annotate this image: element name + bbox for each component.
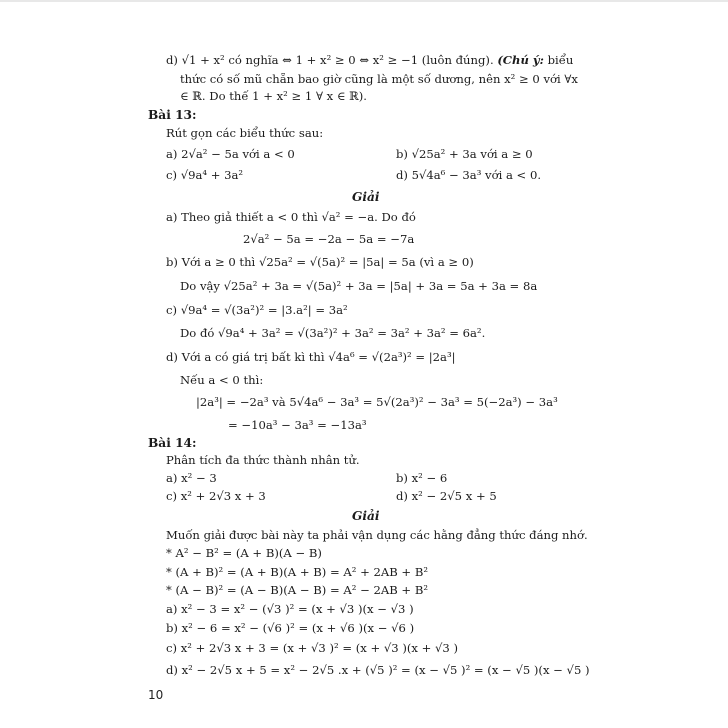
solution-heading-14: Giải — [352, 509, 380, 523]
line-l26: * (A + B)² = (A + B)(A + B) = A² + 2AB + B² — [166, 565, 428, 579]
exercise-14-title: Bài 14: — [148, 436, 197, 450]
page-number: 10 — [148, 688, 164, 702]
line-l21b: b) x² − 6 — [396, 471, 448, 485]
line-l09: a) Theo giả thiết a < 0 thì √a² = −a. Do đó — [166, 210, 416, 224]
line-l05: Rút gọn các biểu thức sau: — [166, 126, 324, 140]
line-l27: * (A − B)² = (A − B)(A − B) = A² − 2AB + B² — [166, 583, 428, 597]
line-l22b: d) x² − 2√5 x + 5 — [396, 489, 497, 503]
line-l07b: d) 5√4a⁶ − 3a³ với a < 0. — [396, 168, 542, 182]
line-l06a: a) 2√a² − 5a với a < 0 — [166, 147, 295, 161]
line-l01: d) √1 + x² có nghĩa ⇔ 1 + x² ≥ 0 ⇔ x² ≥ −1 (luôn đúng). (Chú ý: biểu — [166, 53, 574, 67]
line-l06b: b) √25a² + 3a với a ≥ 0 — [396, 147, 533, 161]
line-l25: * A² − B² = (A + B)(A − B) — [166, 546, 322, 560]
line-l03: ∈ ℝ. Do thế 1 + x² ≥ 1 ∀ x ∈ ℝ). — [180, 89, 367, 103]
line-l13: c) √9a⁴ = √(3a²)² = |3.a²| = 3a² — [166, 303, 348, 317]
line-l31: d) x² − 2√5 x + 5 = x² − 2√5 .x + (√5 )² = (x − √5 )² = (x − √5 )(x − √5 ) — [166, 663, 590, 677]
line-l02: thức có số mũ chẵn bao giờ cũng là một số dương, nên x² ≥ 0 với ∀x — [180, 72, 578, 86]
line-l16: Nếu a < 0 thì: — [180, 373, 264, 387]
line-l12: Do vậy √25a² + 3a = √(5a)² + 3a = |5a| + 3a = 5a + 3a = 8a — [180, 279, 538, 293]
line-l07a: c) √9a⁴ + 3a² — [166, 168, 244, 182]
line-l24: Muốn giải được bài này ta phải vận dụng các hằng đẳng thức đáng nhớ. — [166, 528, 588, 542]
line-l17: |2a³| = −2a³ và 5√4a⁶ − 3a³ = 5√(2a³)² − 3a³ = 5(−2a³) − 3a³ — [196, 395, 558, 409]
line-l10: 2√a² − 5a = −2a − 5a = −7a — [243, 232, 415, 246]
note-label: (Chú ý: — [497, 53, 544, 67]
line-l20: Phân tích đa thức thành nhân tử. — [166, 453, 360, 467]
line-l18: = −10a³ − 3a³ = −13a³ — [228, 418, 367, 432]
top-border — [0, 0, 728, 2]
line-l30: c) x² + 2√3 x + 3 = (x + √3 )² = (x + √3 )(x + √3 ) — [166, 641, 458, 655]
line-l15: d) Với a có giá trị bất kì thì √4a⁶ = √(2a³)² = |2a³| — [166, 350, 456, 364]
exercise-13-title: Bài 13: — [148, 108, 197, 122]
line-l11: b) Với a ≥ 0 thì √25a² = √(5a)² = |5a| = 5a (vì a ≥ 0) — [166, 255, 474, 269]
line-l28: a) x² − 3 = x² − (√3 )² = (x + √3 )(x − √3 ) — [166, 602, 414, 616]
line-l29: b) x² − 6 = x² − (√6 )² = (x + √6 )(x − √6 ) — [166, 621, 415, 635]
line-l14: Do đó √9a⁴ + 3a² = √(3a²)² + 3a² = 3a² + 3a² = 6a². — [180, 326, 486, 340]
line-l21a: a) x² − 3 — [166, 471, 217, 485]
line-l22a: c) x² + 2√3 x + 3 — [166, 489, 266, 503]
solution-heading-13: Giải — [352, 190, 380, 204]
